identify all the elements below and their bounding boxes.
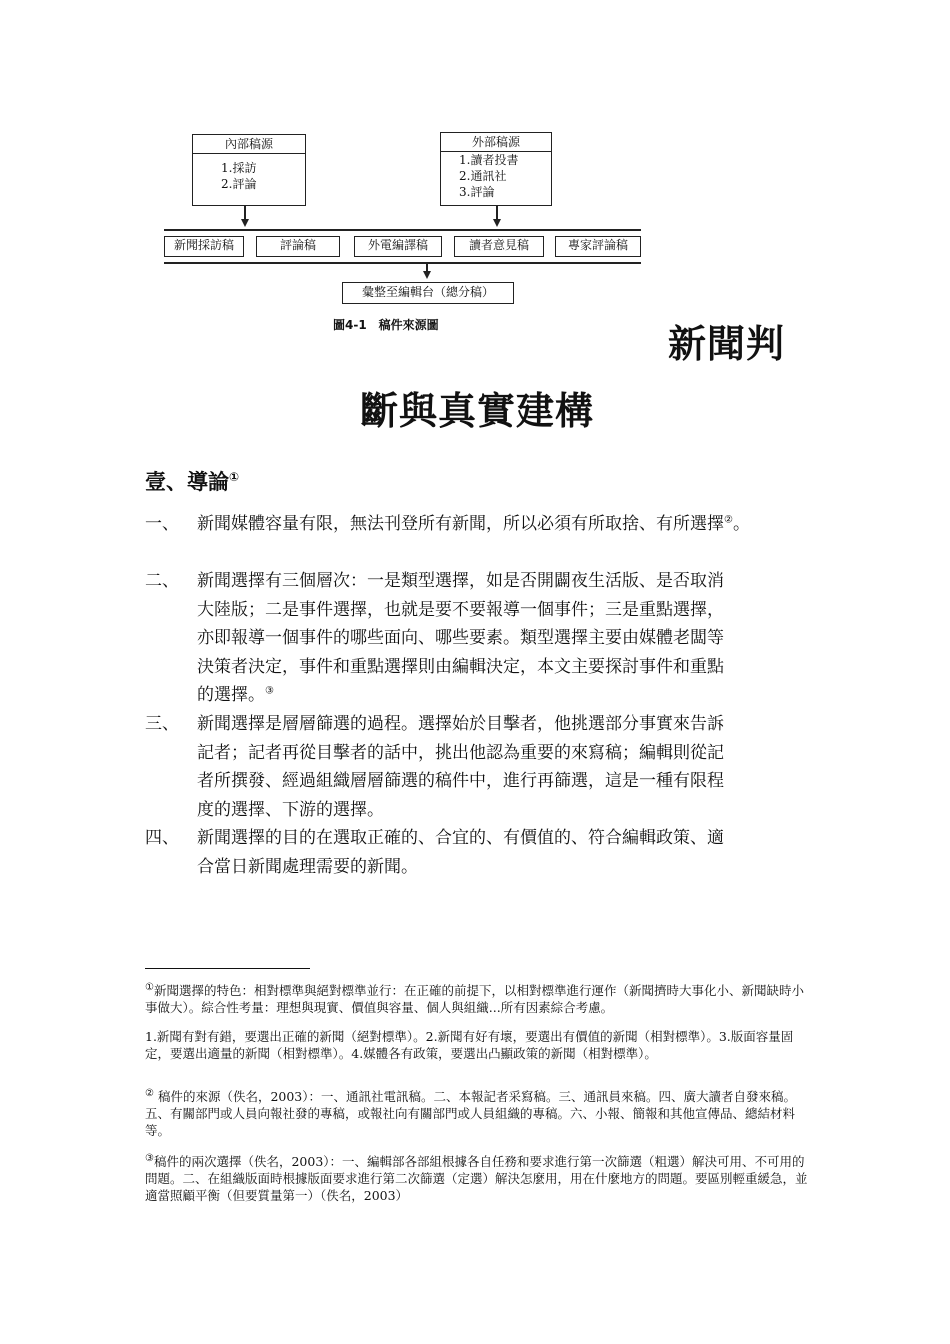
section-heading-text: 壹、導論 bbox=[145, 470, 229, 494]
paragraph bbox=[145, 567, 825, 712]
paragraph-line: 者所撰發、經過組織層層篩選的稿件中，進行再篩選，這是一種有限程 bbox=[197, 771, 724, 791]
paragraph-line: 合當日新聞處理需要的新聞。 bbox=[197, 856, 418, 877]
paragraph-number: 四、 bbox=[145, 828, 179, 848]
figure-caption: 圖4-1 稿件來源圖 bbox=[333, 318, 439, 332]
bottom-box: 彙整至編輯台（總分稿） bbox=[342, 282, 514, 304]
footnote bbox=[145, 982, 815, 1016]
internal-source-title: 內部稿源 bbox=[193, 135, 305, 154]
section-heading-note: ① bbox=[229, 470, 240, 484]
paragraph-line: 新聞選擇是層層篩選的過程。選擇始於目擊者，他挑選部分事實來告訴 bbox=[197, 714, 724, 734]
external-item: 3.評論 bbox=[459, 185, 495, 199]
footnote-ref: ② bbox=[724, 514, 733, 526]
paragraph-number: 三、 bbox=[145, 714, 179, 734]
footnote-mark: ① bbox=[145, 981, 154, 993]
paragraph-line: 新聞選擇有三個層次：一是類型選擇，如是否開闢夜生活版、是否取消 bbox=[197, 571, 724, 591]
footnote-separator bbox=[145, 968, 310, 969]
middle-box: 讀者意見稿 bbox=[454, 236, 544, 257]
paragraph-line: 大陸版；二是事件選擇，也就是要不要報導一個事件；三是重點選擇， bbox=[197, 599, 724, 620]
section-heading bbox=[145, 466, 239, 496]
external-source-title: 外部稿源 bbox=[441, 133, 551, 152]
internal-item: 2.評論 bbox=[221, 177, 257, 191]
footnote-ref: ③ bbox=[265, 685, 274, 697]
paragraph-line: 新聞媒體容量有限，無法刊登所有新聞，所以必須有所取捨、有所選擇 bbox=[197, 514, 724, 534]
arrow-down-icon bbox=[493, 219, 501, 227]
paragraph-line: 的選擇。 bbox=[197, 685, 265, 705]
footnote bbox=[145, 1088, 815, 1139]
footnote bbox=[145, 1153, 815, 1204]
paragraph-line: 新聞選擇的目的在選取正確的、合宜的、有價值的、符合編輯政策、適 bbox=[197, 828, 724, 848]
footnote-mark: ③ bbox=[145, 1152, 154, 1164]
middle-box: 新聞採訪稿 bbox=[164, 236, 244, 257]
external-item: 2.通訊社 bbox=[459, 169, 507, 183]
paragraph-line: 度的選擇、下游的選擇。 bbox=[197, 799, 384, 820]
title-line-1: 新聞判 bbox=[668, 322, 786, 366]
internal-item: 1.採訪 bbox=[221, 161, 257, 175]
middle-box: 評論稿 bbox=[256, 236, 340, 257]
paragraph-number: 二、 bbox=[145, 571, 179, 591]
paragraph-tail: 。 bbox=[732, 514, 750, 534]
paragraph-number: 一、 bbox=[145, 514, 179, 534]
internal-source-box bbox=[192, 134, 306, 206]
paragraph bbox=[145, 710, 825, 826]
paragraph-line: 記者；記者再從目擊者的話中，挑出他認為重要的來寫稿；編輯則從記 bbox=[197, 742, 724, 763]
title-line-2: 斷與真實建構 bbox=[360, 389, 595, 433]
footnote-text: 稿件的兩次選擇（佚名，2003）：一、編輯部各部組根據各自任務和要求進行第一次篩選（粗選）解決可用、不可用的問題。二、在組織版面時根據版面要求進行第二次篩選（定選）解決怎麼用，用在什麼地方的問題。要區別輕重緩急，並適當照顧平衡（但要質量第一）（佚名，2003） bbox=[145, 1154, 808, 1203]
external-item: 1.讀者投書 bbox=[459, 153, 519, 167]
footnote-text: 稿件的來源（佚名，2003）：一、通訊社電訊稿。二、本報記者采寫稿。三、通訊員來稿。四、廣大讀者自發來稿。五、有關部門或人員向報社發的專稿，或報社向有關部門或人員組織的專稿。六、小報、簡報和其他宣傳品、總結材料等。 bbox=[145, 1089, 797, 1138]
footnote-mark: ② bbox=[145, 1087, 154, 1099]
paragraph-line: 亦即報導一個事件的哪些面向、哪些要素。類型選擇主要由媒體老闆等 bbox=[197, 628, 724, 648]
footnote bbox=[145, 1028, 815, 1062]
footnote-text: 新聞選擇的特色：相對標準與絕對標準並行：在正確的前提下，以相對標準進行運作（新聞擠時大事化小、新聞缺時小事做大）。綜合性考量：理想與現實、價值與容量、個人與組織...所有因素綜合考慮。 bbox=[145, 983, 804, 1015]
arrow-down-icon bbox=[423, 271, 431, 279]
external-source-box bbox=[440, 132, 552, 206]
paragraph bbox=[145, 824, 825, 884]
paragraph-line: 決策者決定，事件和重點選擇則由編輯決定，本文主要探討事件和重點 bbox=[197, 656, 724, 677]
paragraph bbox=[145, 510, 825, 540]
arrow-down-icon bbox=[241, 219, 249, 227]
middle-box: 外電編譯稿 bbox=[354, 236, 442, 257]
footnote-text: 1.新聞有對有錯，要選出正確的新聞（絕對標準）。2.新聞有好有壞，要選出有價值的新聞（相對標準）。3.版面容量固定，要選出適量的新聞（相對標準）。4.媒體各有政策，要選出凸顯政策的新聞（相對標準）。 bbox=[145, 1029, 794, 1061]
middle-box: 專家評論稿 bbox=[555, 236, 641, 257]
